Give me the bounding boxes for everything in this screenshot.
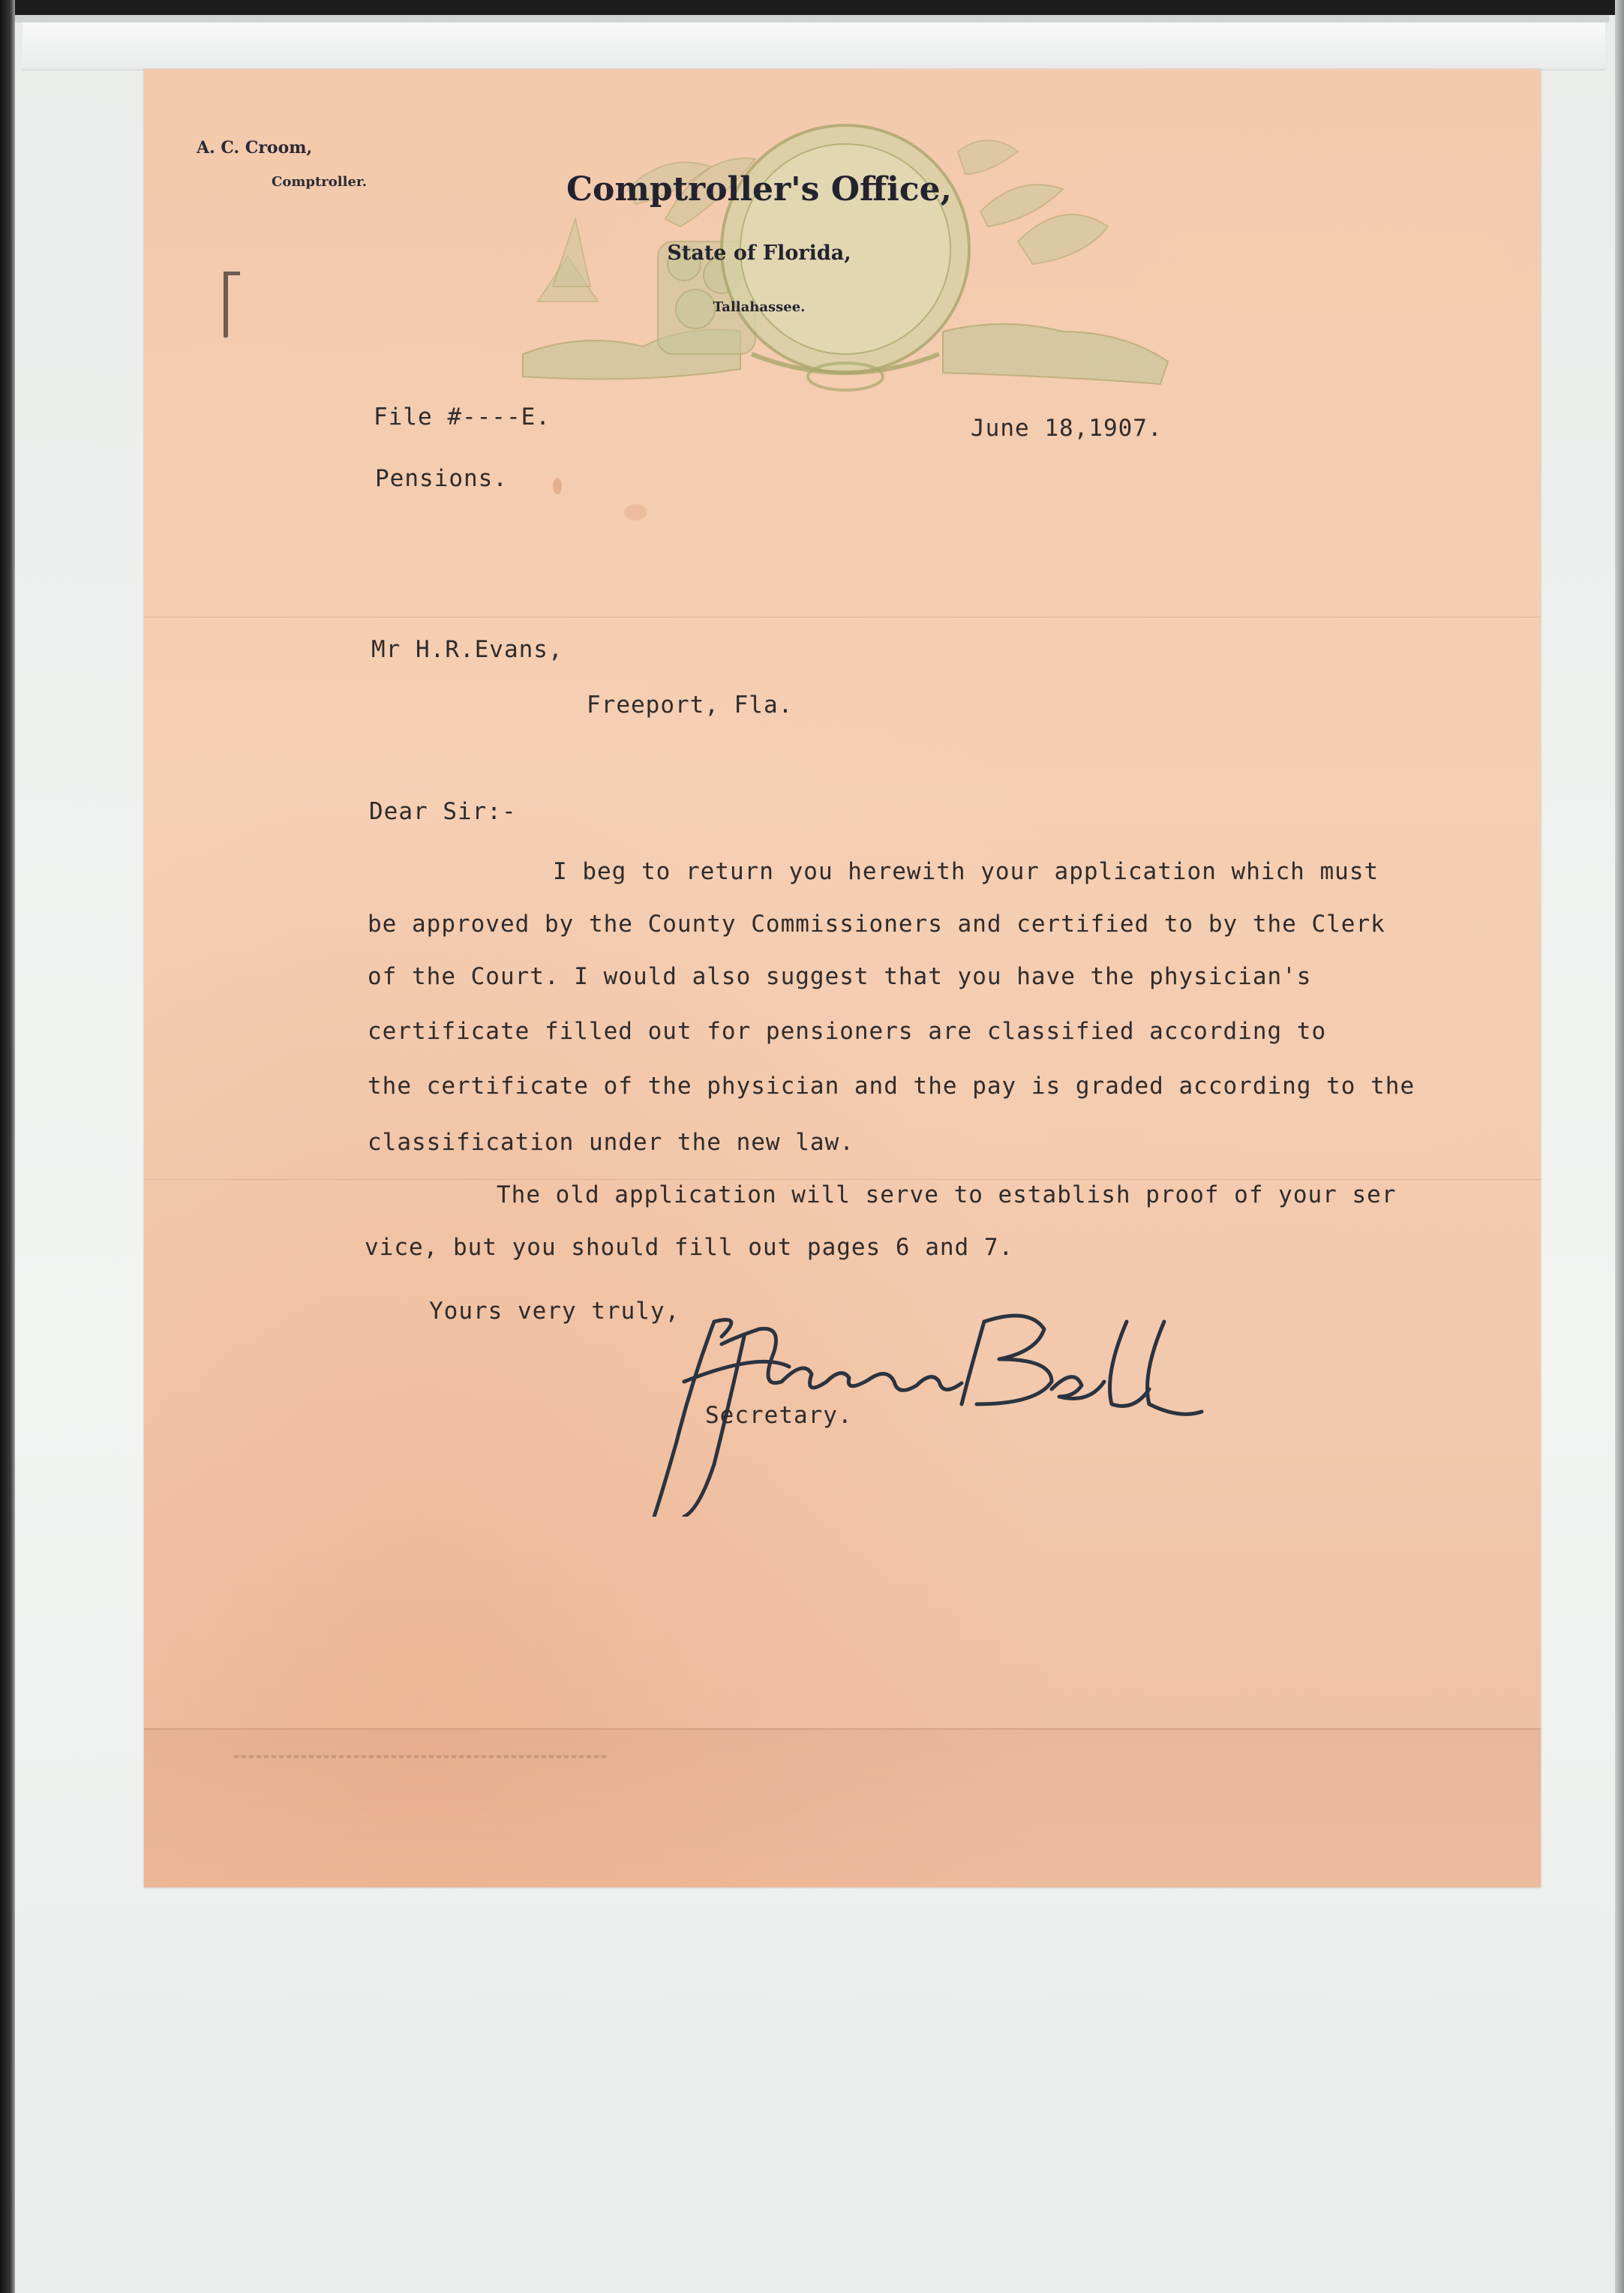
body-line: I beg to return you herewith your application which must [553,858,1379,885]
scanner-frame-right [1615,0,1624,2293]
letter-date: June 18,1907. [971,415,1163,442]
comptroller-title: Comptroller. [272,174,367,190]
scanner-frame-top [0,0,1624,15]
body-line: the certificate of the physician and the pay is graded according to the [368,1073,1415,1100]
recipient-name: Mr H.R.Evans, [371,636,563,663]
paper-bottom-band [144,1728,1541,1889]
paper-stain [553,478,562,494]
closing: Yours very truly, [429,1298,680,1325]
signer-title: Secretary. [705,1402,853,1429]
paper-stain [624,504,647,521]
recipient-address: Freeport, Fla. [587,692,794,719]
handwritten-signature [609,1292,1209,1517]
state-name: State of Florida, [667,242,851,265]
body-line: The old application will serve to establish proof of your ser [497,1181,1397,1208]
salutation: Dear Sir:- [369,798,517,825]
file-reference: File #----E. [374,404,551,431]
scanner-frame-top-inner [15,15,1609,23]
fold-line [144,617,1541,619]
scanner-lid-edge [23,23,1605,71]
letter-page [144,69,1541,1887]
body-line: of the Court. I would also suggest that you have the physician's [368,963,1312,990]
comptroller-name: A. C. Croom, [197,138,313,158]
pencil-mark [224,272,228,338]
body-line: be approved by the County Commissioners and certified to by the Clerk [368,911,1385,938]
body-line: vice, but you should fill out pages 6 and 7. [365,1234,1014,1261]
subject-line: Pensions. [375,465,508,492]
body-line: classification under the new law. [368,1129,854,1156]
office-title: Comptroller's Office, [566,170,952,209]
city-name: Tallahassee. [713,299,806,315]
body-line: certificate filled out for pensioners are classified according to [368,1018,1327,1045]
scanner-frame-left [0,0,15,2293]
